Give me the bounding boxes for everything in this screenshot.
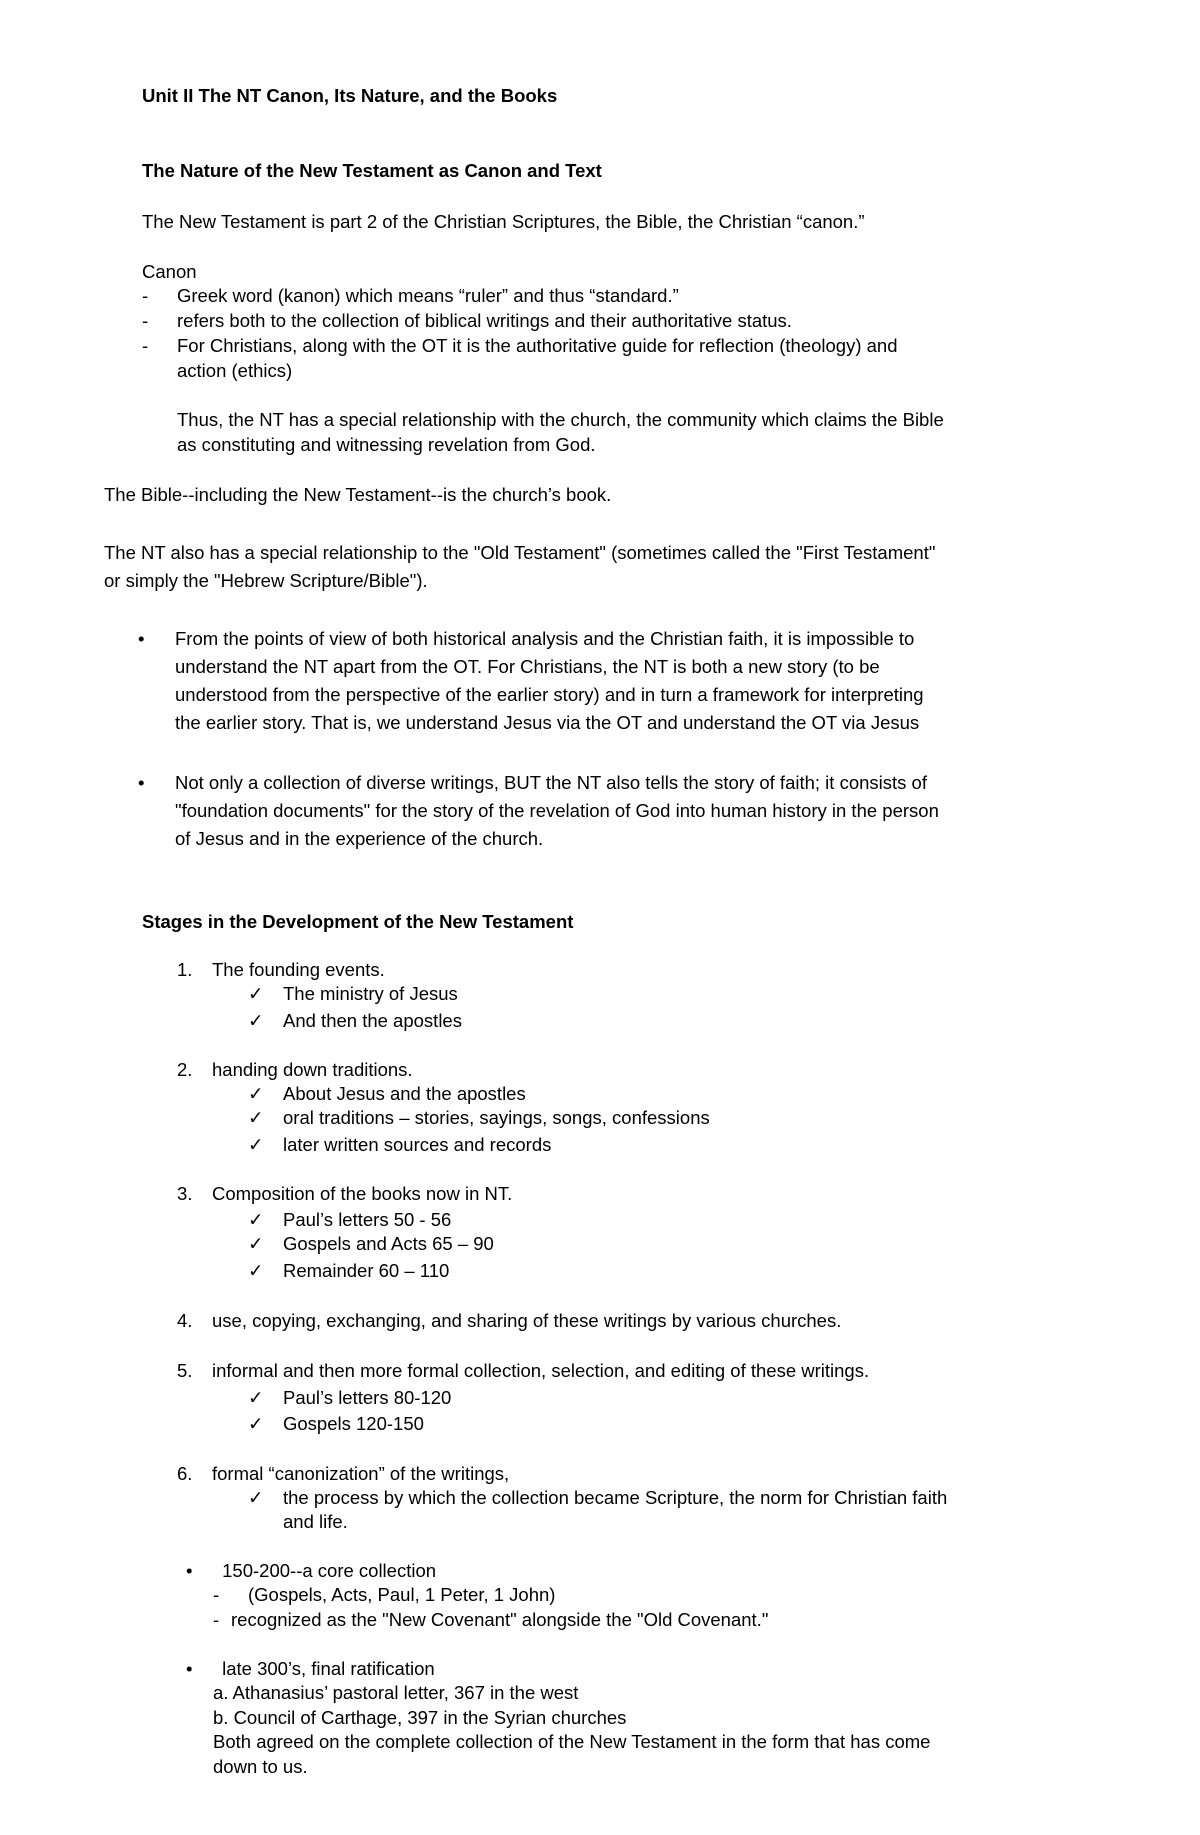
stage-number: 1. [177, 959, 193, 980]
list-item: Greek word (kanon) which means “ruler” and thus “standard.” [177, 285, 679, 306]
core-item: (Gospels, Acts, Paul, 1 Peter, 1 John) [248, 1584, 556, 1605]
dash-bullet: - [142, 310, 149, 331]
unit-title: Unit II The NT Canon, Its Nature, and the Books [142, 85, 558, 106]
bullet-line: understand the NT apart from the OT. For Christians, the NT is both a new story (to be [175, 656, 880, 677]
thus-line: Thus, the NT has a special relationship with the church, the community which claims the Bible [177, 409, 944, 430]
checkmark-icon: ✓ [248, 1413, 264, 1434]
bullet-icon: • [138, 772, 145, 793]
stage-check-item: oral traditions – stories, sayings, songs, confessions [283, 1107, 710, 1128]
bullet-line: the earlier story. That is, we understand Jesus via the OT and understand the OT via Jesus [175, 712, 920, 733]
checkmark-icon: ✓ [248, 1487, 264, 1508]
stage-text: informal and then more formal collection, selection, and editing of these writings. [212, 1360, 870, 1381]
checkmark-icon: ✓ [248, 1387, 264, 1408]
thus-line: as constituting and witnessing revelation from God. [177, 434, 596, 455]
checkmark-icon: ✓ [248, 1083, 264, 1104]
dash-bullet: - [142, 285, 149, 306]
ratification-item-b: b. Council of Carthage, 397 in the Syrian churches [213, 1707, 627, 1728]
stage-check-item: Gospels and Acts 65 – 90 [283, 1233, 494, 1254]
checkmark-icon: ✓ [248, 1209, 264, 1230]
checkmark-icon: ✓ [248, 1134, 264, 1155]
bullet-line: understood from the perspective of the earlier story) and in turn a framework for interpreting [175, 684, 924, 705]
ratification-conclusion: down to us. [213, 1756, 308, 1777]
intro-paragraph: The New Testament is part 2 of the Christian Scriptures, the Bible, the Christian “canon.” [142, 211, 865, 232]
core-item: recognized as the "New Covenant" alongside the "Old Covenant." [231, 1609, 769, 1630]
stage-number: 3. [177, 1183, 193, 1204]
ot-relationship-line: or simply the "Hebrew Scripture/Bible"). [104, 570, 428, 591]
checkmark-icon: ✓ [248, 1010, 264, 1031]
bullet-icon: • [186, 1658, 193, 1679]
stage-text: formal “canonization” of the writings, [212, 1463, 510, 1484]
list-item: For Christians, along with the OT it is the authoritative guide for reflection (theology) and [177, 335, 898, 356]
stage-number: 5. [177, 1360, 193, 1381]
stage-number: 2. [177, 1059, 193, 1080]
stage-check-item: Gospels 120-150 [283, 1413, 424, 1434]
stage-check-item: And then the apostles [283, 1010, 462, 1031]
checkmark-icon: ✓ [248, 1260, 264, 1281]
section-heading-stages: Stages in the Development of the New Testament [142, 911, 574, 932]
stage-check-item: the process by which the collection became Scripture, the norm for Christian faith [283, 1487, 948, 1508]
bullet-line: Not only a collection of diverse writings, BUT the NT also tells the story of faith; it consists of [175, 772, 927, 793]
dash-bullet: - [142, 335, 149, 356]
stage-number: 4. [177, 1310, 193, 1331]
stage-text: The founding events. [212, 959, 385, 980]
list-item-continuation: action (ethics) [177, 360, 293, 381]
stage-text: Composition of the books now in NT. [212, 1183, 513, 1204]
checkmark-icon: ✓ [248, 983, 264, 1004]
bullet-icon: • [138, 628, 145, 649]
stage-check-item: About Jesus and the apostles [283, 1083, 526, 1104]
core-title: 150-200--a core collection [217, 1560, 437, 1581]
dash-bullet: - [213, 1609, 220, 1630]
list-item: refers both to the collection of biblical writings and their authoritative status. [177, 310, 792, 331]
canon-label: Canon [142, 261, 197, 282]
section-heading-nature: The Nature of the New Testament as Canon and Text [142, 160, 602, 181]
bullet-line: of Jesus and in the experience of the church. [175, 828, 544, 849]
stage-check-item: The ministry of Jesus [283, 983, 458, 1004]
ratification-conclusion: Both agreed on the complete collection of the New Testament in the form that has come [213, 1731, 931, 1752]
stage-text: use, copying, exchanging, and sharing of these writings by various churches. [212, 1310, 842, 1331]
stage-check-item-continuation: and life. [283, 1511, 348, 1532]
ratification-title: late 300’s, final ratification [217, 1658, 435, 1679]
bullet-line: "foundation documents" for the story of the revelation of God into human history in the person [175, 800, 939, 821]
church-book-paragraph: The Bible--including the New Testament--is the church’s book. [104, 484, 612, 505]
stage-check-item: later written sources and records [283, 1134, 552, 1155]
bullet-icon: • [186, 1560, 193, 1581]
checkmark-icon: ✓ [248, 1233, 264, 1254]
stage-number: 6. [177, 1463, 193, 1484]
stage-check-item: Paul’s letters 80-120 [283, 1387, 452, 1408]
stage-check-item: Paul’s letters 50 - 56 [283, 1209, 452, 1230]
dash-bullet: - [213, 1584, 220, 1605]
stage-check-item: Remainder 60 – 110 [283, 1260, 450, 1281]
ot-relationship-line: The NT also has a special relationship to the "Old Testament" (sometimes called the "First Testament" [104, 542, 936, 563]
stage-text: handing down traditions. [212, 1059, 413, 1080]
ratification-item-a: a. Athanasius’ pastoral letter, 367 in the west [213, 1682, 579, 1703]
checkmark-icon: ✓ [248, 1107, 264, 1128]
bullet-line: From the points of view of both historical analysis and the Christian faith, it is impossible to [175, 628, 915, 649]
